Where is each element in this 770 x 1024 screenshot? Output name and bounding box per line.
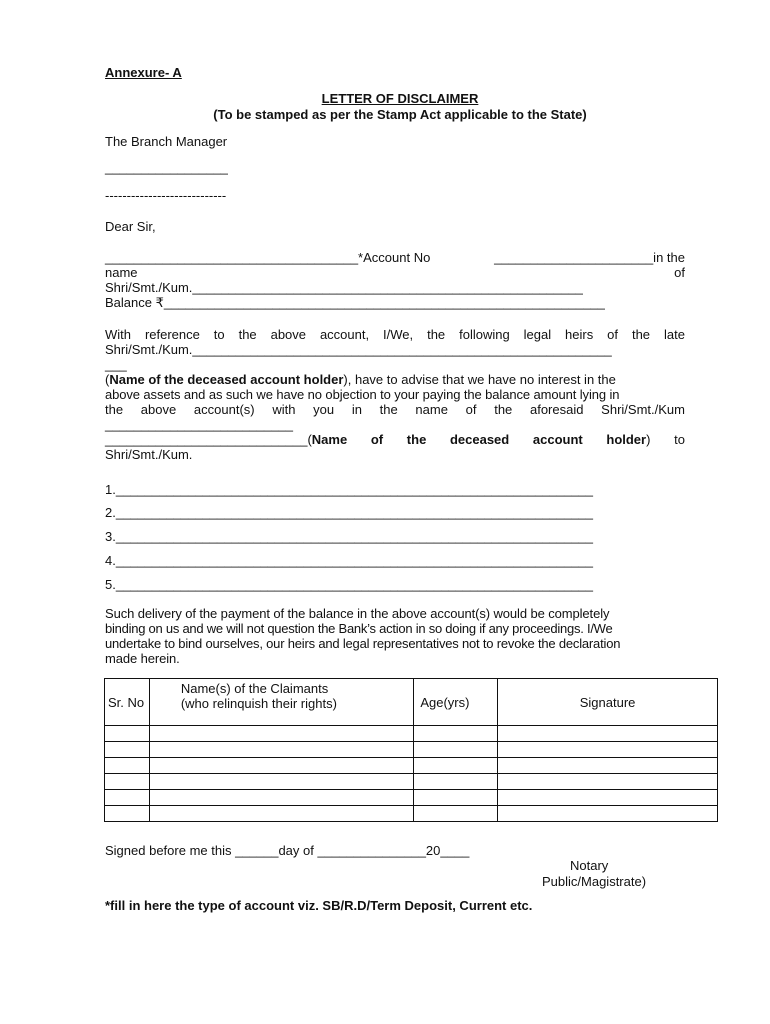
reference-line-1-word: account,	[319, 327, 370, 342]
heir-line-1: 1.__________________________________________________________________	[105, 482, 594, 497]
reference-line-1-word: the	[631, 327, 651, 342]
account-line-2-right: of	[674, 265, 685, 280]
header-claimants-line-2: (who relinquish their rights)	[180, 696, 337, 711]
table-cell[interactable]	[149, 806, 413, 822]
addressee-line-1: The Branch Manager	[105, 134, 228, 149]
reference-line-5: above assets and as such we have no objection to your paying the balance amount lying in	[105, 387, 620, 402]
table-cell[interactable]	[105, 742, 150, 758]
table-cell[interactable]	[149, 774, 413, 790]
reference-line-9: Shri/Smt./Kum.	[105, 447, 193, 462]
reference-line-6-word: name	[415, 402, 448, 417]
reference-line-1-word: to	[213, 327, 225, 342]
reference-line-8-suffix: )	[646, 432, 651, 447]
reference-line-6	[105, 402, 685, 417]
table-cell[interactable]	[414, 726, 498, 742]
table-cell[interactable]	[105, 726, 150, 742]
account-line-2	[105, 265, 685, 280]
claimants-table	[104, 678, 718, 822]
table-cell[interactable]	[105, 806, 150, 822]
addressee-line-3: ----------------------------	[105, 188, 227, 203]
reference-line-8-word	[533, 432, 583, 447]
account-line-3: Shri/Smt./Kum.______________________________________________________	[105, 280, 583, 295]
account-line-4: Balance ₹_____________________________________________________________	[105, 295, 605, 310]
header-sr-no: Sr. No	[105, 679, 150, 726]
header-claimants	[149, 679, 413, 726]
reference-line-1-word: heirs	[565, 327, 594, 342]
table-row	[105, 806, 718, 822]
reference-line-6-word: of	[465, 402, 477, 417]
account-block	[105, 250, 685, 310]
reference-line-1-word: of	[607, 327, 619, 342]
reference-line-6-word: above	[140, 402, 177, 417]
reference-line-8-prefix: ____________________________(	[105, 432, 312, 447]
reference-line-1-word: legal	[523, 327, 552, 342]
reference-line-1-word: late	[663, 327, 685, 342]
reference-line-8-word	[105, 432, 347, 447]
table-cell[interactable]	[498, 726, 718, 742]
table-cell[interactable]	[414, 806, 498, 822]
document-subtitle: (To be stamped as per the Stamp Act applicable to the State)	[213, 107, 587, 122]
reference-line-6-word: you	[313, 402, 335, 417]
delivery-line-2: binding on us and we will not question the Bank’s action in so doing if any proceedings. I/We	[105, 621, 613, 636]
table-cell[interactable]	[149, 758, 413, 774]
reference-line-2: Shri/Smt./Kum.__________________________________________________________	[105, 342, 612, 357]
heir-line-4: 4.__________________________________________________________________	[105, 553, 594, 568]
table-cell[interactable]	[105, 758, 150, 774]
delivery-paragraph	[105, 606, 685, 666]
table-cell[interactable]	[498, 790, 718, 806]
deceased-holder-label: Name of the deceased account holder	[109, 372, 344, 387]
heir-line-5: 5.__________________________________________________________________	[105, 577, 594, 592]
table-header-row	[105, 679, 718, 726]
reference-line-8-bold: deceased	[449, 432, 510, 447]
notary-line-1: Notary	[570, 858, 609, 873]
table-cell[interactable]	[149, 742, 413, 758]
reference-line-6-word: account(s)	[193, 402, 255, 417]
account-line-1-left: ___________________________________*Account No	[105, 250, 431, 265]
table-cell[interactable]	[498, 742, 718, 758]
account-line-1-right: ______________________in the	[494, 250, 685, 265]
reference-line-8-to: to	[674, 432, 685, 447]
document-title: LETTER OF DISCLAIMER	[321, 91, 479, 106]
table-cell[interactable]	[414, 758, 498, 774]
header-signature: Signature	[498, 679, 718, 726]
table-cell[interactable]	[149, 726, 413, 742]
reference-line-8-bold: the	[406, 432, 427, 447]
table-row	[105, 774, 718, 790]
reference-line-6-word: the	[494, 402, 513, 417]
reference-line-8-bold: of	[370, 432, 384, 447]
reference-line-6-word: the	[379, 402, 398, 417]
reference-line-1-word: the	[427, 327, 446, 342]
table-row	[105, 790, 718, 806]
footnote: *fill in here the type of account viz. SB/R.D/Term Deposit, Current etc.	[105, 898, 533, 913]
reference-line-6-word: Shri/Smt./Kum	[601, 402, 685, 417]
reference-line-3: ___	[105, 357, 127, 372]
reference-line-1-word: the	[238, 327, 257, 342]
reference-line-1	[105, 327, 685, 342]
table-cell[interactable]	[414, 774, 498, 790]
reference-paragraph	[105, 327, 685, 462]
table-cell[interactable]	[498, 806, 718, 822]
table-cell[interactable]	[414, 742, 498, 758]
reference-line-8-bold: account	[532, 432, 583, 447]
reference-line-8-bold: holder	[606, 432, 647, 447]
table-cell[interactable]	[105, 774, 150, 790]
reference-line-8-word	[450, 432, 509, 447]
reference-line-1-word: I/We,	[383, 327, 414, 342]
reference-line-6-word: the	[105, 402, 124, 417]
reference-line-4-rest: ), have to advise that we have no interest in the	[343, 372, 616, 387]
reference-line-8-bold: Name	[311, 432, 348, 447]
heir-line-2: 2.__________________________________________________________________	[105, 505, 594, 520]
account-line-2-left: name	[105, 265, 138, 280]
annexure-label: Annexure- A	[105, 65, 182, 80]
reference-line-8-word	[407, 432, 427, 447]
notary-line-2: Public/Magistrate)	[542, 874, 647, 889]
reference-line-8-word	[606, 432, 650, 447]
table-cell[interactable]	[149, 790, 413, 806]
addressee-line-2: _________________	[105, 160, 228, 175]
reference-line-4: (Name of the deceased account holder), have to advise that we have no interest in the	[105, 372, 616, 387]
account-line-1	[105, 250, 685, 265]
table-row	[105, 726, 718, 742]
reference-line-7: __________________________	[105, 417, 293, 432]
heir-line-3: 3.__________________________________________________________________	[105, 529, 594, 544]
delivery-line-4: made herein.	[105, 651, 180, 666]
header-age: Age(yrs)	[414, 679, 498, 726]
reference-line-8	[105, 432, 685, 447]
reference-line-6-word: with	[272, 402, 296, 417]
reference-line-6-word: aforesaid	[529, 402, 584, 417]
reference-line-1-word: reference	[144, 327, 200, 342]
table-row	[105, 758, 718, 774]
table-cell[interactable]	[498, 774, 718, 790]
header-claimants-line-1: Name(s) of the Claimants	[180, 681, 329, 696]
reference-line-1-word: With	[105, 327, 131, 342]
reference-line-6-word: in	[351, 402, 362, 417]
delivery-line-1: Such delivery of the payment of the balance in the above account(s) would be completely	[105, 606, 610, 621]
table-cell[interactable]	[498, 758, 718, 774]
signed-before-line: Signed before me this ______day of _______________20____	[105, 843, 470, 858]
table-cell[interactable]	[414, 790, 498, 806]
reference-line-8-word	[371, 432, 383, 447]
reference-line-1-word: following	[459, 327, 510, 342]
delivery-line-3: undertake to bind ourselves, our heirs and legal representatives not to revoke the declaration	[105, 636, 621, 651]
salutation: Dear Sir,	[105, 219, 156, 234]
reference-line-1-word: above	[270, 327, 307, 342]
table-row	[105, 742, 718, 758]
table-cell[interactable]	[105, 790, 150, 806]
